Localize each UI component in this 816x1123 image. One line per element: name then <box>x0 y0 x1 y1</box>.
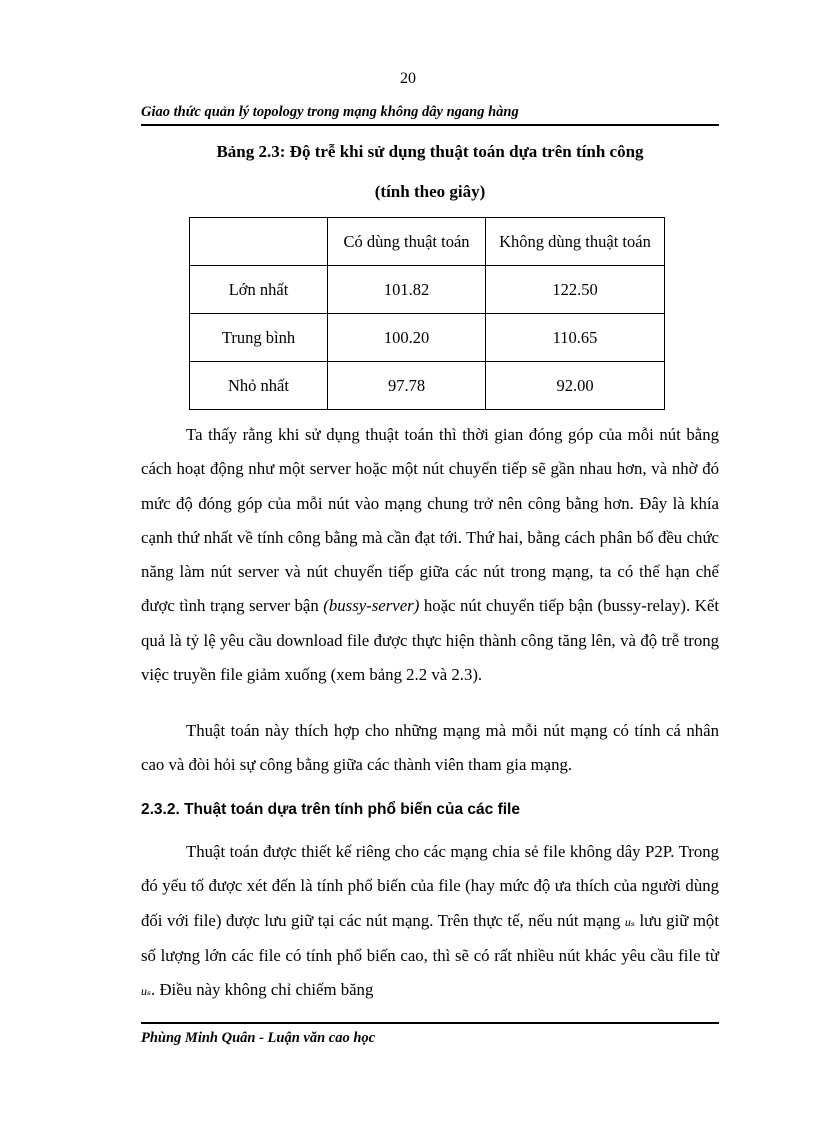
table-cell: 92.00 <box>486 362 665 410</box>
body-paragraph <box>141 418 719 692</box>
page-number: 20 <box>400 70 416 87</box>
table-cell: 101.82 <box>328 266 486 314</box>
table-header-cell <box>190 218 328 266</box>
table-cell: 110.65 <box>486 314 665 362</box>
body-paragraph: Thuật toán này thích hợp cho những mạng mà mỗi nút mạng có tính cá nhân cao và đòi hỏi sự công bằng giữa các thành viên tham gia mạng. <box>141 721 719 775</box>
paragraph-text: . Điều này không chỉ chiếm băng <box>151 980 374 1000</box>
table-header-row <box>190 218 665 266</box>
table-caption-unit: (tính theo giây) <box>374 182 486 201</box>
latency-table <box>189 217 665 410</box>
footer-divider <box>141 1022 719 1024</box>
table-cell: 97.78 <box>328 362 486 410</box>
footer-author: Phùng Minh Quân - Luận văn cao học <box>141 1030 376 1046</box>
table-row-label: Trung bình <box>190 314 328 362</box>
table-header-cell: Có dùng thuật toán <box>328 218 486 266</box>
header-divider <box>141 124 719 126</box>
table-row-label: Nhỏ nhất <box>190 362 328 410</box>
body-paragraph <box>141 835 719 1008</box>
paragraph-text: hoặc nút chuyển tiếp bận (bussy-relay). Kết quả là tỷ lệ yêu cầu download file được thực hiện thành công tăng lên, và độ trễ trong việc truyền file giảm xuống (xem bảng 2.2 và 2.3). <box>141 596 719 685</box>
table-row <box>190 314 665 362</box>
table-cell: 122.50 <box>486 266 665 314</box>
math-variable: uₛ <box>624 914 635 929</box>
paragraph-text: Ta thấy rằng khi sử dụng thuật toán thì thời gian đóng góp của mỗi nút bằng cách hoạt động như một server hoặc một nút chuyển tiếp sẽ gần nhau hơn, và nhờ đó mức độ đóng góp của mỗi nút vào mạng chung trở nên công bằng hơn. Đây là khía cạnh thứ nhất về tính công bằng mà cần đạt tới. Thứ hai, bằng cách phân bố đều chức năng làm nút server và nút chuyển tiếp giữa các nút trong mạng, ta có thể hạn chế được tình trạng server bận <box>141 425 719 616</box>
paragraph-text: Thuật toán được thiết kế riêng cho các mạng chia sẻ file không dây P2P. Trong đó yếu tố được xét đến là tính phổ biến của file (hay mức độ ưa thích của người dùng đối với file) được lưu giữ tại các nút mạng. Trên thực tế, nếu nút mạng <box>141 842 719 930</box>
running-header: Giao thức quản lý topology trong mạng không dây ngang hàng <box>141 104 519 120</box>
section-heading: 2.3.2. Thuật toán dựa trên tính phổ biến của các file <box>141 801 520 818</box>
table-row <box>190 266 665 314</box>
table-caption: Bảng 2.3: Độ trễ khi sử dụng thuật toán dựa trên tính công <box>216 142 644 161</box>
table-row <box>190 362 665 410</box>
table-row-label: Lớn nhất <box>190 266 328 314</box>
table-header-cell: Không dùng thuật toán <box>486 218 665 266</box>
paragraph-text: lưu giữ một số lượng lớn các file có tính phổ biến cao, thì sẽ có rất nhiều nút khác yêu cầu file từ <box>141 910 719 965</box>
table-cell: 100.20 <box>328 314 486 362</box>
math-variable: uₛ <box>141 984 152 999</box>
italic-term: (bussy-server) <box>323 596 420 616</box>
